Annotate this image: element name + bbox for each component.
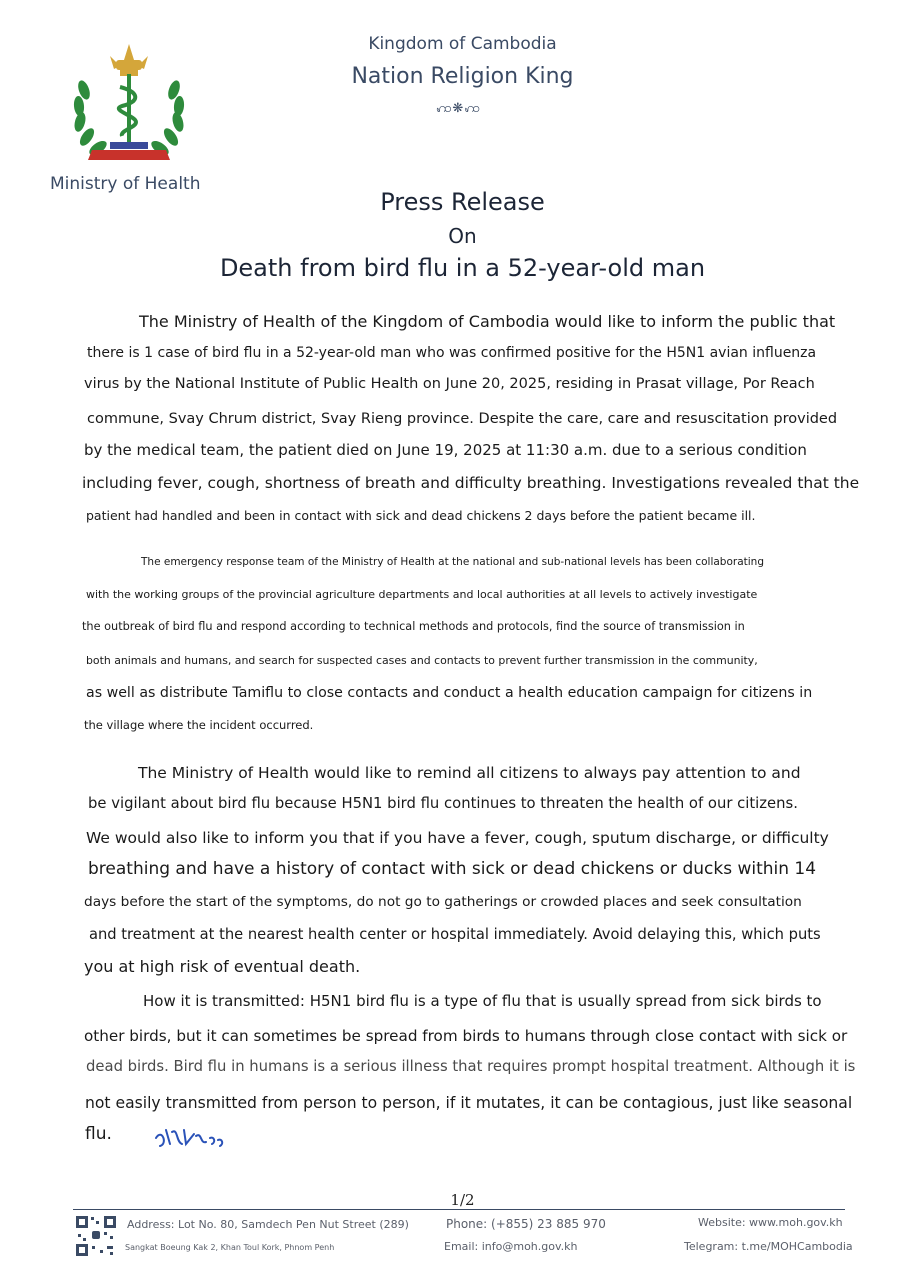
footer-address: Address: Lot No. 80, Samdech Pen Nut Street (289) [127,1218,409,1231]
body-line: including fever, cough, shortness of breath and difficulty breathing. Investigations revealed that the [82,474,860,492]
footer-email[interactable]: Email: info@moh.gov.kh [444,1240,578,1253]
body-line: The emergency response team of the Ministry of Health at the national and sub-national levels has been collaborating [141,556,764,568]
ministry-emblem-icon [70,42,188,174]
body-line: as well as distribute Tamiflu to close contacts and conduct a health education campaign for citizens in [86,685,813,701]
footer-phone: Phone: (+855) 23 885 970 [446,1217,606,1231]
body-line: We would also like to inform you that if you have a fever, cough, sputum discharge, or difficulty [86,829,829,847]
body-line: the village where the incident occurred. [84,718,314,732]
body-line: not easily transmitted from person to person, if it mutates, it can be contagious, just like seasonal [85,1094,853,1112]
body-line: the outbreak of bird flu and respond according to technical methods and protocols, find the source of transmission in [82,620,745,633]
body-line: breathing and have a history of contact with sick or dead chickens or ducks within 14 [88,859,817,879]
press-release-subject: Death from bird flu in a 52-year-old man [219,254,706,282]
qr-code-icon [74,1214,118,1258]
body-line: dead birds. Bird flu in humans is a serious illness that requires prompt hospital treatment. Although it is [86,1058,856,1075]
body-line: flu. [85,1124,112,1144]
kingdom-heading: Kingdom of Cambodia [368,34,557,54]
footer-website[interactable]: Website: www.moh.gov.kh [698,1216,843,1229]
body-line: The Ministry of Health would like to remind all citizens to always pay attention to and [138,764,801,782]
footer-divider [73,1209,845,1210]
ministry-name: Ministry of Health [50,174,201,194]
motto-heading: Nation Religion King [351,64,574,89]
body-line: both animals and humans, and search for suspected cases and contacts to prevent further transmission in the community, [86,654,758,667]
press-release-title: Press Release [380,188,545,216]
press-release-on: On [448,224,477,248]
decorative-ornament-icon: ꩲ❋ꩲ [436,101,481,116]
body-line: The Ministry of Health of the Kingdom of Cambodia would like to inform the public that [139,312,836,331]
footer-address-line2: Sangkat Boeung Kak 2, Khan Toul Kork, Phnom Penh [125,1243,335,1252]
footer-telegram[interactable]: Telegram: t.me/MOHCambodia [684,1240,853,1253]
signature-initials [152,1122,228,1152]
body-line: by the medical team, the patient died on June 19, 2025 at 11:30 a.m. due to a serious condition [84,441,807,459]
body-line: you at high risk of eventual death. [84,957,361,976]
body-line: there is 1 case of bird flu in a 52-year-old man who was confirmed positive for the H5N1 avian influenza [87,345,817,361]
body-line: days before the start of the symptoms, do not go to gatherings or crowded places and seek consultation [84,894,802,910]
body-line: How it is transmitted: H5N1 bird flu is a type of flu that is usually spread from sick birds to [143,992,822,1010]
body-line: be vigilant about bird flu because H5N1 bird flu continues to threaten the health of our citizens. [88,795,798,812]
body-line: with the working groups of the provincial agriculture departments and local authorities at all levels to actively investigate [86,588,758,601]
body-line: virus by the National Institute of Public Health on June 20, 2025, residing in Prasat village, Por Reach [84,376,815,392]
body-line: other birds, but it can sometimes be spread from birds to humans through close contact with sick or [84,1027,848,1045]
body-line: patient had handled and been in contact with sick and dead chickens 2 days before the patient became ill. [86,508,756,523]
body-line: commune, Svay Chrum district, Svay Rieng province. Despite the care, care and resuscitation provided [87,411,838,427]
body-line: and treatment at the nearest health center or hospital immediately. Avoid delaying this, which puts [89,926,821,943]
page-number: 1/2 [450,1191,475,1209]
